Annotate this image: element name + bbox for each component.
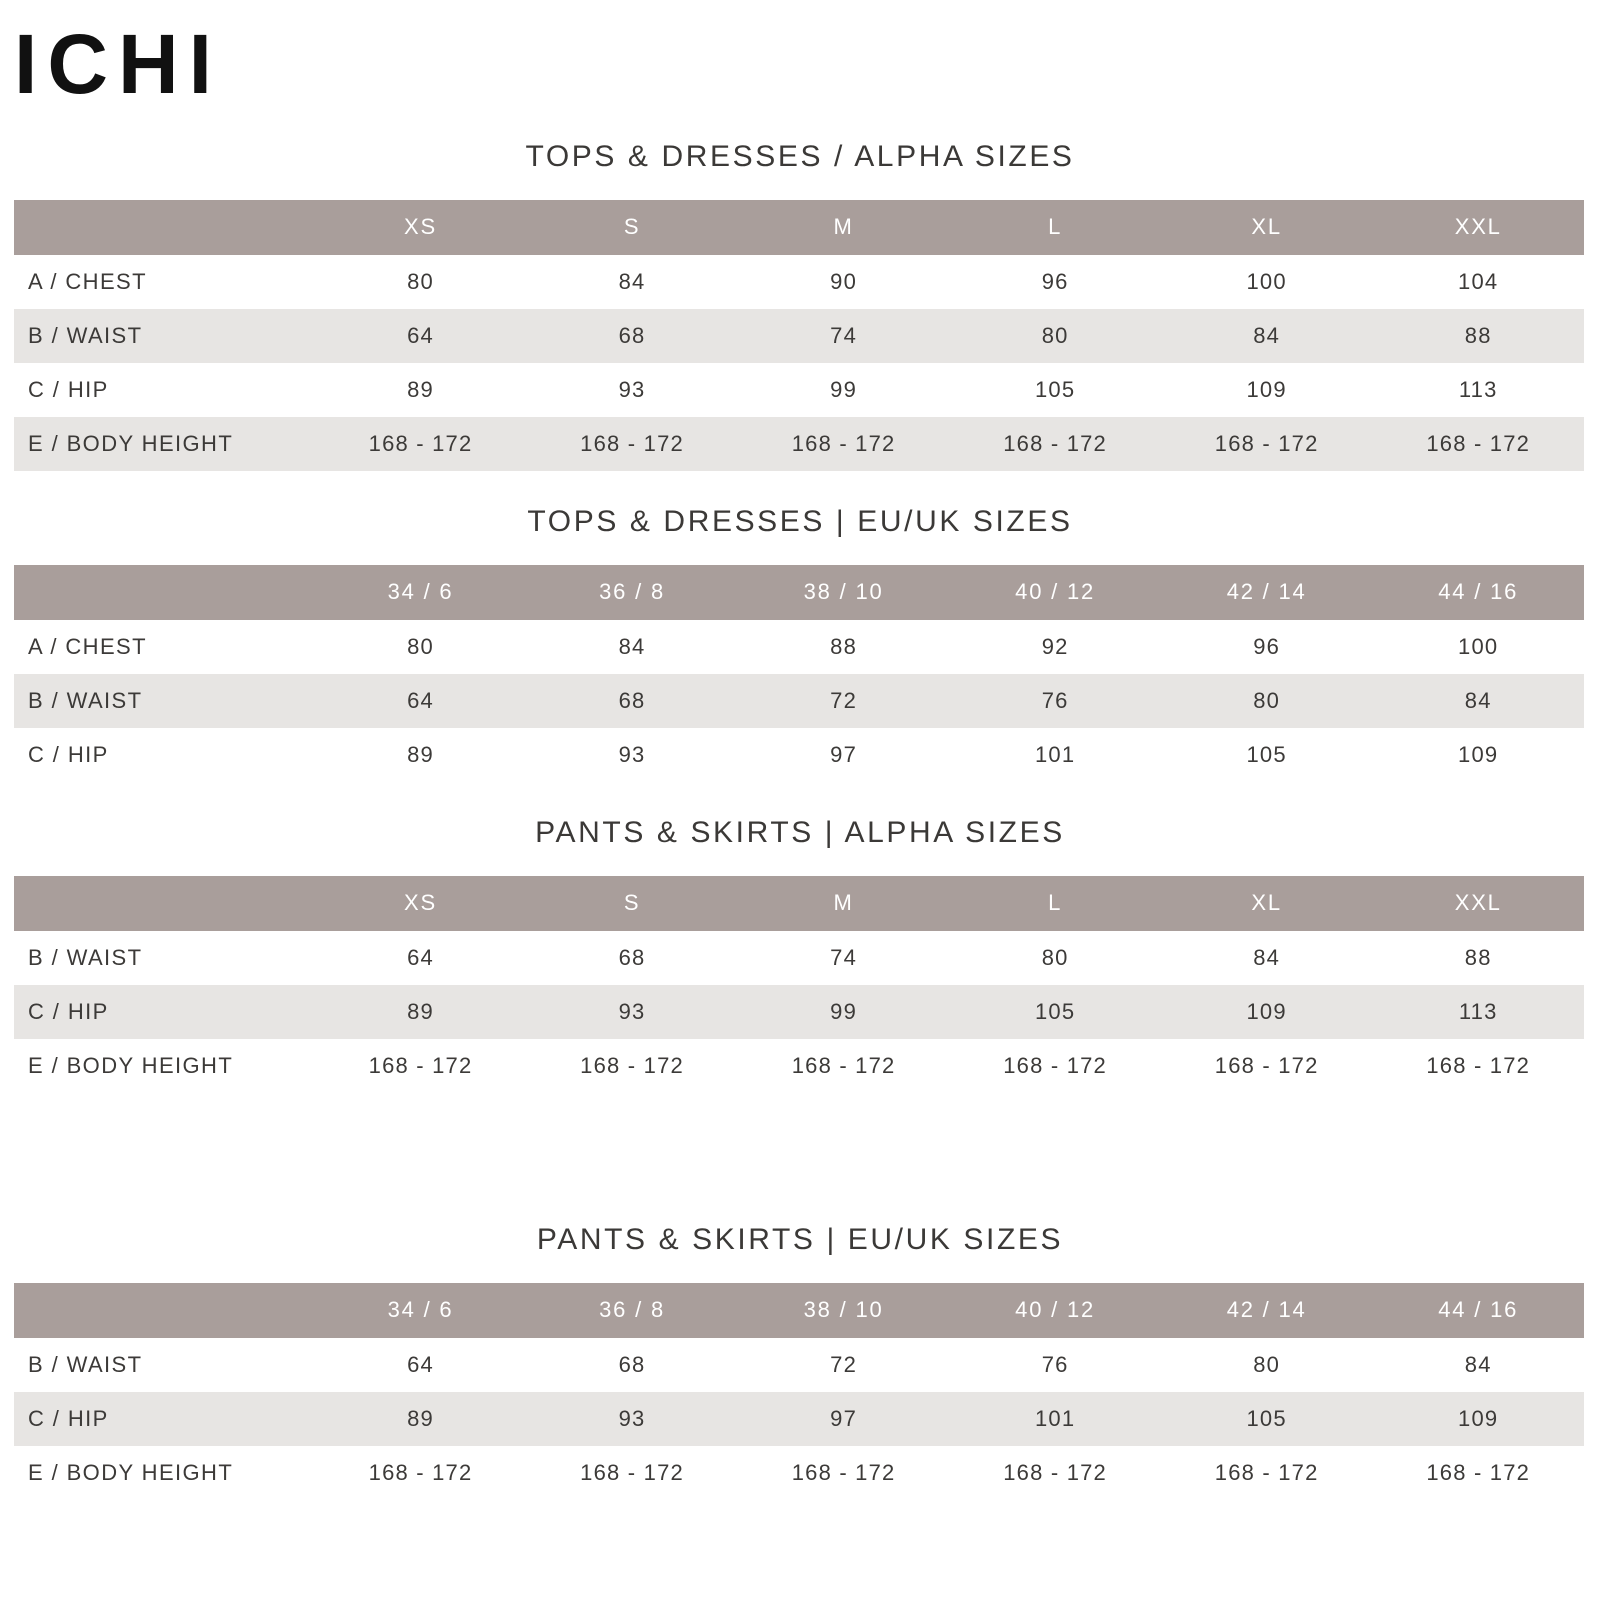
- cell: 93: [526, 363, 738, 417]
- cell: 93: [526, 1392, 738, 1446]
- column-header-size: 44 / 16: [1372, 1283, 1584, 1338]
- row-label: A / CHEST: [14, 255, 315, 309]
- row-label: B / WAIST: [14, 674, 315, 728]
- cell: 168 - 172: [1161, 1446, 1373, 1500]
- column-header-size: 36 / 8: [526, 1283, 738, 1338]
- column-header-size: S: [526, 876, 738, 931]
- cell: 100: [1372, 620, 1584, 674]
- cell: 168 - 172: [315, 1039, 527, 1093]
- cell: 84: [1372, 674, 1584, 728]
- section-title: TOPS & DRESSES / ALPHA SIZES: [525, 140, 1075, 173]
- column-header-size: XL: [1161, 876, 1373, 931]
- column-header-size: XS: [315, 876, 527, 931]
- cell: 88: [738, 620, 950, 674]
- table-row: [14, 1446, 1584, 1500]
- row-label: C / HIP: [14, 1392, 315, 1446]
- cell: 104: [1372, 255, 1584, 309]
- cell: 92: [949, 620, 1161, 674]
- column-header-size: XL: [1161, 200, 1373, 255]
- column-header-size: S: [526, 200, 738, 255]
- column-header-measure: [14, 876, 315, 931]
- cell: 80: [1161, 1338, 1373, 1392]
- table-row: [14, 1338, 1584, 1392]
- cell: 68: [526, 931, 738, 985]
- cell: 76: [949, 674, 1161, 728]
- cell: 84: [526, 620, 738, 674]
- cell: 168 - 172: [949, 1446, 1161, 1500]
- column-header-measure: [14, 200, 315, 255]
- cell: 72: [738, 674, 950, 728]
- column-header-size: 42 / 14: [1161, 565, 1373, 620]
- row-label: C / HIP: [14, 985, 315, 1039]
- row-label: B / WAIST: [14, 931, 315, 985]
- column-header-measure: [14, 1283, 315, 1338]
- column-header-size: 44 / 16: [1372, 565, 1584, 620]
- cell: 168 - 172: [738, 1039, 950, 1093]
- cell: 105: [1161, 728, 1373, 782]
- cell: 84: [526, 255, 738, 309]
- row-label: E / BODY HEIGHT: [14, 417, 315, 471]
- cell: 76: [949, 1338, 1161, 1392]
- cell: 80: [949, 309, 1161, 363]
- cell: 89: [315, 728, 527, 782]
- spacer: [0, 1093, 1600, 1189]
- cell: 80: [1161, 674, 1373, 728]
- cell: 80: [315, 255, 527, 309]
- cell: 109: [1372, 728, 1584, 782]
- column-header-size: 40 / 12: [949, 565, 1161, 620]
- column-header-size: XS: [315, 200, 527, 255]
- cell: 96: [1161, 620, 1373, 674]
- cell: 89: [315, 985, 527, 1039]
- cell: 109: [1372, 1392, 1584, 1446]
- cell: 168 - 172: [1372, 417, 1584, 471]
- column-header-size: L: [949, 876, 1161, 931]
- cell: 89: [315, 1392, 527, 1446]
- size-table: [14, 200, 1584, 471]
- cell: 105: [1161, 1392, 1373, 1446]
- cell: 168 - 172: [1372, 1446, 1584, 1500]
- cell: 84: [1372, 1338, 1584, 1392]
- section-tops-dresses-alpha: [0, 106, 1600, 471]
- cell: 93: [526, 985, 738, 1039]
- column-header-size: XXL: [1372, 876, 1584, 931]
- table-header-row: [14, 1283, 1584, 1338]
- row-label: C / HIP: [14, 728, 315, 782]
- cell: 168 - 172: [949, 1039, 1161, 1093]
- size-table: [14, 565, 1584, 782]
- column-header-size: M: [738, 200, 950, 255]
- cell: 64: [315, 674, 527, 728]
- table-header-row: [14, 200, 1584, 255]
- row-label: E / BODY HEIGHT: [14, 1446, 315, 1500]
- cell: 168 - 172: [315, 417, 527, 471]
- row-label: E / BODY HEIGHT: [14, 1039, 315, 1093]
- column-header-measure: [14, 565, 315, 620]
- cell: 93: [526, 728, 738, 782]
- cell: 109: [1161, 985, 1373, 1039]
- cell: 74: [738, 309, 950, 363]
- cell: 101: [949, 1392, 1161, 1446]
- cell: 101: [949, 728, 1161, 782]
- cell: 97: [738, 1392, 950, 1446]
- cell: 168 - 172: [738, 417, 950, 471]
- brand-logo: ICHI: [14, 17, 222, 111]
- table-header: [14, 200, 1584, 255]
- table-header: [14, 876, 1584, 931]
- size-table: [14, 876, 1584, 1093]
- table-header-row: [14, 565, 1584, 620]
- cell: 88: [1372, 931, 1584, 985]
- row-label: A / CHEST: [14, 620, 315, 674]
- cell: 96: [949, 255, 1161, 309]
- table-row: [14, 728, 1584, 782]
- cell: 64: [315, 309, 527, 363]
- column-header-size: 38 / 10: [738, 565, 950, 620]
- table-row: [14, 674, 1584, 728]
- cell: 97: [738, 728, 950, 782]
- table-row: [14, 985, 1584, 1039]
- cell: 89: [315, 363, 527, 417]
- cell: 80: [315, 620, 527, 674]
- cell: 64: [315, 1338, 527, 1392]
- cell: 68: [526, 674, 738, 728]
- cell: 84: [1161, 309, 1373, 363]
- column-header-size: XXL: [1372, 200, 1584, 255]
- column-header-size: 34 / 6: [315, 1283, 527, 1338]
- section-tops-dresses-euuk: [0, 471, 1600, 782]
- cell: 105: [949, 363, 1161, 417]
- cell: 113: [1372, 985, 1584, 1039]
- column-header-size: 36 / 8: [526, 565, 738, 620]
- section-title: PANTS & SKIRTS | ALPHA SIZES: [535, 816, 1065, 849]
- cell: 168 - 172: [526, 417, 738, 471]
- table-row: [14, 309, 1584, 363]
- cell: 84: [1161, 931, 1373, 985]
- cell: 168 - 172: [315, 1446, 527, 1500]
- table-row: [14, 1039, 1584, 1093]
- cell: 80: [949, 931, 1161, 985]
- cell: 99: [738, 985, 950, 1039]
- column-header-size: 38 / 10: [738, 1283, 950, 1338]
- table-header-row: [14, 876, 1584, 931]
- column-header-size: M: [738, 876, 950, 931]
- cell: 68: [526, 1338, 738, 1392]
- column-header-size: 40 / 12: [949, 1283, 1161, 1338]
- table-row: [14, 417, 1584, 471]
- table-header: [14, 565, 1584, 620]
- cell: 68: [526, 309, 738, 363]
- cell: 105: [949, 985, 1161, 1039]
- cell: 74: [738, 931, 950, 985]
- row-label: B / WAIST: [14, 1338, 315, 1392]
- table-row: [14, 620, 1584, 674]
- section-title: PANTS & SKIRTS | EU/UK SIZES: [536, 1223, 1064, 1256]
- column-header-size: 42 / 14: [1161, 1283, 1373, 1338]
- table-header: [14, 1283, 1584, 1338]
- cell: 168 - 172: [1161, 1039, 1373, 1093]
- cell: 100: [1161, 255, 1373, 309]
- cell: 168 - 172: [526, 1446, 738, 1500]
- section-pants-skirts-euuk: [0, 1189, 1600, 1500]
- table-row: [14, 1392, 1584, 1446]
- cell: 168 - 172: [949, 417, 1161, 471]
- cell: 168 - 172: [738, 1446, 950, 1500]
- cell: 64: [315, 931, 527, 985]
- table-row: [14, 363, 1584, 417]
- table-row: [14, 931, 1584, 985]
- cell: 99: [738, 363, 950, 417]
- section-pants-skirts-alpha: [0, 782, 1600, 1093]
- cell: 88: [1372, 309, 1584, 363]
- column-header-size: 34 / 6: [315, 565, 527, 620]
- row-label: C / HIP: [14, 363, 315, 417]
- cell: 168 - 172: [1372, 1039, 1584, 1093]
- cell: 72: [738, 1338, 950, 1392]
- row-label: B / WAIST: [14, 309, 315, 363]
- column-header-size: L: [949, 200, 1161, 255]
- cell: 109: [1161, 363, 1373, 417]
- cell: 168 - 172: [1161, 417, 1373, 471]
- table-row: [14, 255, 1584, 309]
- size-table: [14, 1283, 1584, 1500]
- section-title: TOPS & DRESSES | EU/UK SIZES: [527, 505, 1073, 538]
- cell: 168 - 172: [526, 1039, 738, 1093]
- cell: 90: [738, 255, 950, 309]
- cell: 113: [1372, 363, 1584, 417]
